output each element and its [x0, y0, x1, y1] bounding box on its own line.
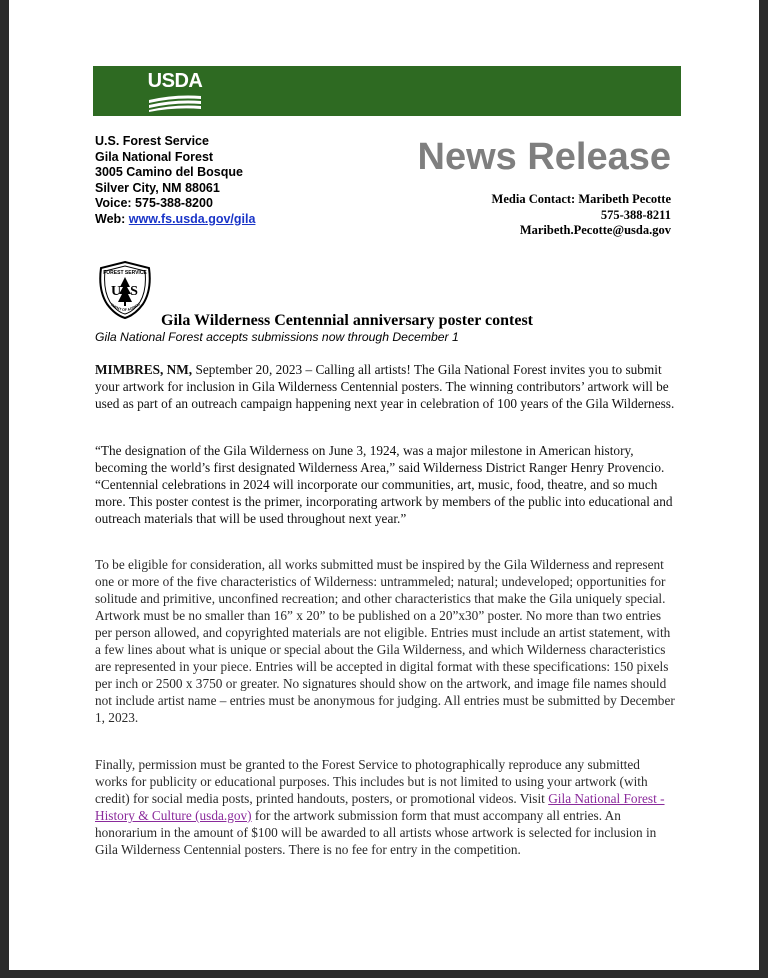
usda-banner — [93, 66, 681, 116]
document-page — [9, 0, 759, 970]
usda-swoosh-icon — [147, 92, 203, 112]
address-line: U.S. Forest Service — [95, 134, 209, 148]
paragraph-1-text: September 20, 2023 – Calling all artists! The Gila National Forest invites you to submit your artwork for inclusion in Gila Wilderness Centennial posters. The winning contributors’ artwork will be used as part of an outreach campaign happening next year in celebration of 100 years of the Gila Wilderness. — [95, 362, 675, 411]
svg-text:U: U — [110, 284, 122, 299]
history-culture-link[interactable]: Gila National Forest - History & Culture (usda.gov) — [95, 791, 665, 823]
paragraph-2: “The designation of the Gila Wilderness on June 3, 1924, was a major milestone in American history, becoming the world’s first designated Wilderness Area,” said Wilderness District Ranger Henry Provencio. “Centennial celebrations in 2024 will incorporate our communities, art, music, food, theatre, and so much more. This poster contest is the primer, incorporating artwork by members of the public into educational and outreach materials that will be used throughout next year.” — [95, 443, 673, 526]
web-line — [95, 212, 355, 228]
paragraph-3: To be eligible for consideration, all works submitted must be inspired by the Gila Wilderness and represent one or more of the five characteristics of Wilderness: untrammeled; natural; undeveloped; opportunities for solitude and primitive, unconfined recreation; and other characteristics that make the Gila uniquely special. Artwork must be no smaller than 16” x 20” to be published on a 20”x30” poster. No more than two entries per person allowed, and copyrighted materials are not eligible. Entries must include an artist statement, with a few lines about what is unique or special about the Gila Wilderness, and which Wilderness characteristics are represented in your piece. Entries will be accepted in digital format with these specifications: 150 pixels per inch or 2500 x 3750 or greater. No signatures should show on the artwork, and image file names should not include artist name – entries must be anonymous for judging. All entries must be submitted by December 1, 2023. — [95, 557, 675, 725]
media-contact — [409, 192, 671, 239]
paragraph-4-text-end: for the artwork submission form that must accompany all entries. An honorarium in the amount of $100 will be awarded to all artists whose artwork is selected for inclusion in Gila Wilderness Centennial posters. There is no fee for entry in the competition. — [95, 808, 657, 857]
article-subhead: Gila National Forest accepts submissions now through December 1 — [95, 330, 459, 344]
usda-logo — [145, 70, 205, 112]
office-address — [95, 134, 355, 227]
paragraph-4-text-start: Finally, permission must be granted to the Forest Service to photographically reproduce any submitted works for publicity or educational purposes. This includes but is not limited to using your artwork (with credit) for social media posts, printed handouts, posters, or promotional videos. Visit — [95, 757, 648, 806]
web-label: Web: — [95, 211, 129, 226]
address-line: 3005 Camino del Bosque — [95, 165, 243, 179]
website-link[interactable]: www.fs.usda.gov/gila — [128, 211, 256, 226]
news-release-title: News Release — [417, 136, 671, 178]
paragraph-4 — [95, 756, 675, 858]
usda-logo-text: USDA — [147, 70, 203, 92]
article-headline: Gila Wilderness Centennial anniversary poster contest — [161, 312, 533, 329]
contact-email: Maribeth.Pecotte@usda.gov — [519, 223, 671, 237]
contact-name: Media Contact: Maribeth Pecotte — [491, 192, 671, 206]
address-line: Silver City, NM 88061 — [95, 180, 220, 195]
paragraph-1 — [95, 361, 675, 412]
contact-phone: 575-388-8211 — [600, 207, 671, 222]
forest-service-shield-icon — [97, 260, 153, 320]
shield-bottom-text: TMENT OF AGRICU — [109, 302, 141, 313]
svg-text:S: S — [130, 284, 138, 299]
address-line: Gila National Forest — [95, 149, 214, 164]
dateline: MIMBRES, NM, — [95, 362, 193, 377]
voice-line: Voice: 575-388-8200 — [95, 196, 213, 210]
shield-top-text: FOREST SERVICE — [103, 270, 147, 276]
